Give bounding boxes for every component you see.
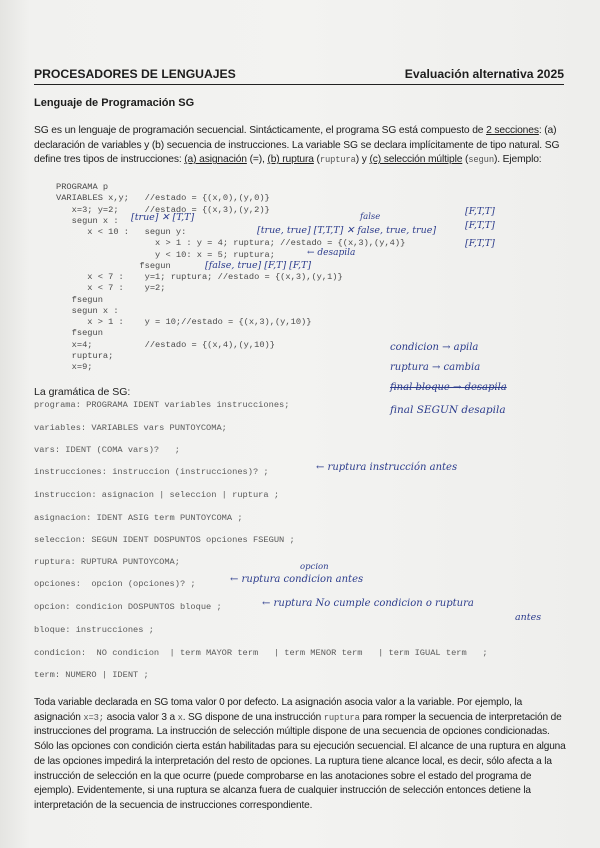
code-line: x=4; //estado = {(x,4),(y,10)} xyxy=(56,339,275,350)
code-line: x > 1 : y = 4; ruptura; //estado = {(x,3),(y,4)} xyxy=(56,238,406,249)
seleccion-highlight: (c) selección múltiple xyxy=(369,154,463,166)
code-line: fsegun xyxy=(56,260,171,271)
handwritten-note: antes xyxy=(515,612,542,623)
code-line: segun x : xyxy=(56,215,119,226)
handwritten-note: [false, true] [F,T] [F,T] xyxy=(205,260,312,271)
example-program xyxy=(56,182,405,373)
code-line: ruptura; xyxy=(56,350,114,361)
grammar-rule: variables: VARIABLES vars PUNTOYCOMA; xyxy=(34,423,227,433)
handwritten-note: ← desapila xyxy=(307,248,356,258)
grammar-rule: instrucciones: instruccion (instrucciones)? ; xyxy=(34,467,269,477)
handwritten-note: final bloque → desapila xyxy=(390,382,507,393)
handwritten-note: ← ruptura instrucción antes xyxy=(316,462,458,473)
code-line: fsegun xyxy=(56,294,103,305)
code-line: segun x : xyxy=(56,305,119,316)
handwritten-note: false xyxy=(360,212,381,222)
code-line: x > 1 : y = 10;//estado = {(x,3),(y,10)} xyxy=(56,317,312,327)
handwritten-note: condicion → apila xyxy=(390,342,479,353)
grammar-rule: opcion: condicion DOSPUNTOS bloque ; xyxy=(34,602,222,612)
handwritten-note: [F,T,T] xyxy=(465,238,495,249)
page-header xyxy=(34,64,564,85)
code-line: x=9; xyxy=(56,362,93,372)
exam-title: Evaluación alternativa 2025 xyxy=(404,67,564,81)
grammar-rule: term: NUMERO | IDENT ; xyxy=(34,670,149,680)
handwritten-note: opcion xyxy=(300,562,329,572)
handwritten-note: final SEGUN desapila xyxy=(390,404,506,416)
code-line: x=3; y=2; //estado = {(x,3),(y,2)} xyxy=(56,204,270,215)
grammar-rule: vars: IDENT (COMA vars)? ; xyxy=(34,445,180,455)
grammar-rule: programa: PROGRAMA IDENT variables instrucciones; xyxy=(34,400,290,410)
code-line: y < 10: x = 5; ruptura; xyxy=(56,249,275,260)
grammar-rule: condicion: NO condicion | term MAYOR term | term MENOR term | term IGUAL term ; xyxy=(34,648,488,658)
section-title: Lenguaje de Programación SG xyxy=(34,97,195,109)
code-line: x < 10 : segun y: xyxy=(56,227,187,237)
grammar-rule: bloque: instrucciones ; xyxy=(34,625,154,635)
grammar-rule: ruptura: RUPTURA PUNTOYCOMA; xyxy=(34,557,180,567)
closing-paragraph: Toda variable declarada en SG toma valor 0 por defecto. La asignación asocia valor a la variable. Por ejemplo, la asignación x=3; asocia valor 3 a x. SG dispone de una instrucción ruptura para romper la secuencia de interpretación de instrucciones del programa. La instrucción de selección múltiple dispone de una secuencia de opciones condicionadas. Sólo las opciones con condición cierta están habilitadas para su ejecución secuencial. El alcance de una ruptura en alguna de las opciones impedirá la interpretación del resto de opciones. La ruptura tiene alcance local, es decir, sólo afecta a la instrucción de selección en la que ocurre (puede comprobarse en las anotaciones sobre el estado del programa de ejemplo). Evidentemente, si una ruptura se alcanza fuera de cualquier instrucción de selección entonces detiene la interpretación de la secuencia de instrucciones correspondiente. xyxy=(34,697,566,811)
code-line: VARIABLES x,y; //estado = {(x,0),(y,0)} xyxy=(56,193,270,204)
sections-highlight: 2 secciones xyxy=(486,125,539,136)
handwritten-note: [true] ✕ [T,T] xyxy=(131,212,195,223)
code-line: x < 7 : y=2; xyxy=(56,283,166,294)
code-line: fsegun xyxy=(56,328,103,339)
handwritten-note: ← ruptura condicion antes xyxy=(230,574,364,585)
handwritten-note: ← ruptura No cumple condicion o ruptura xyxy=(262,598,474,609)
code-line: PROGRAMA p xyxy=(56,182,109,192)
asignacion-highlight: (a) asignación xyxy=(184,154,247,166)
grammar-rule: opciones: opcion (opciones)? ; xyxy=(34,579,196,589)
ruptura-highlight: (b) ruptura xyxy=(267,154,314,166)
code-line: x < 7 : y=1; ruptura; //estado = {(x,3),(y,1)} xyxy=(56,272,343,282)
grammar-title: La gramática de SG: xyxy=(34,386,131,398)
course-title: PROCESADORES DE LENGUAJES xyxy=(34,67,236,81)
handwritten-note: [true, true] [T,T,T] ✕ false, true, true] xyxy=(257,225,437,236)
grammar-rule: asignacion: IDENT ASIG term PUNTOYCOMA ; xyxy=(34,513,243,523)
intro-paragraph: SG es un lenguaje de programación secuencial. Sintácticamente, el programa SG está compuesto de 2 secciones: (a) declaración de variables y (b) secuencia de instrucciones. La variable SG se declara implícitamente de tipo natural. SG define tres tipos de instrucciones: (a) asignación (=), (b) ruptura (ruptura) y (c) selección múltiple (segun). Ejemplo: xyxy=(34,125,560,166)
handwritten-note: [F,T,T] xyxy=(465,206,495,217)
handwritten-note: ruptura → cambia xyxy=(390,362,481,373)
grammar-rule: instruccion: asignacion | seleccion | ruptura ; xyxy=(34,490,280,500)
grammar-rule: seleccion: SEGUN IDENT DOSPUNTOS opciones FSEGUN ; xyxy=(34,535,295,545)
handwritten-note: [F,T,T] xyxy=(465,220,495,231)
